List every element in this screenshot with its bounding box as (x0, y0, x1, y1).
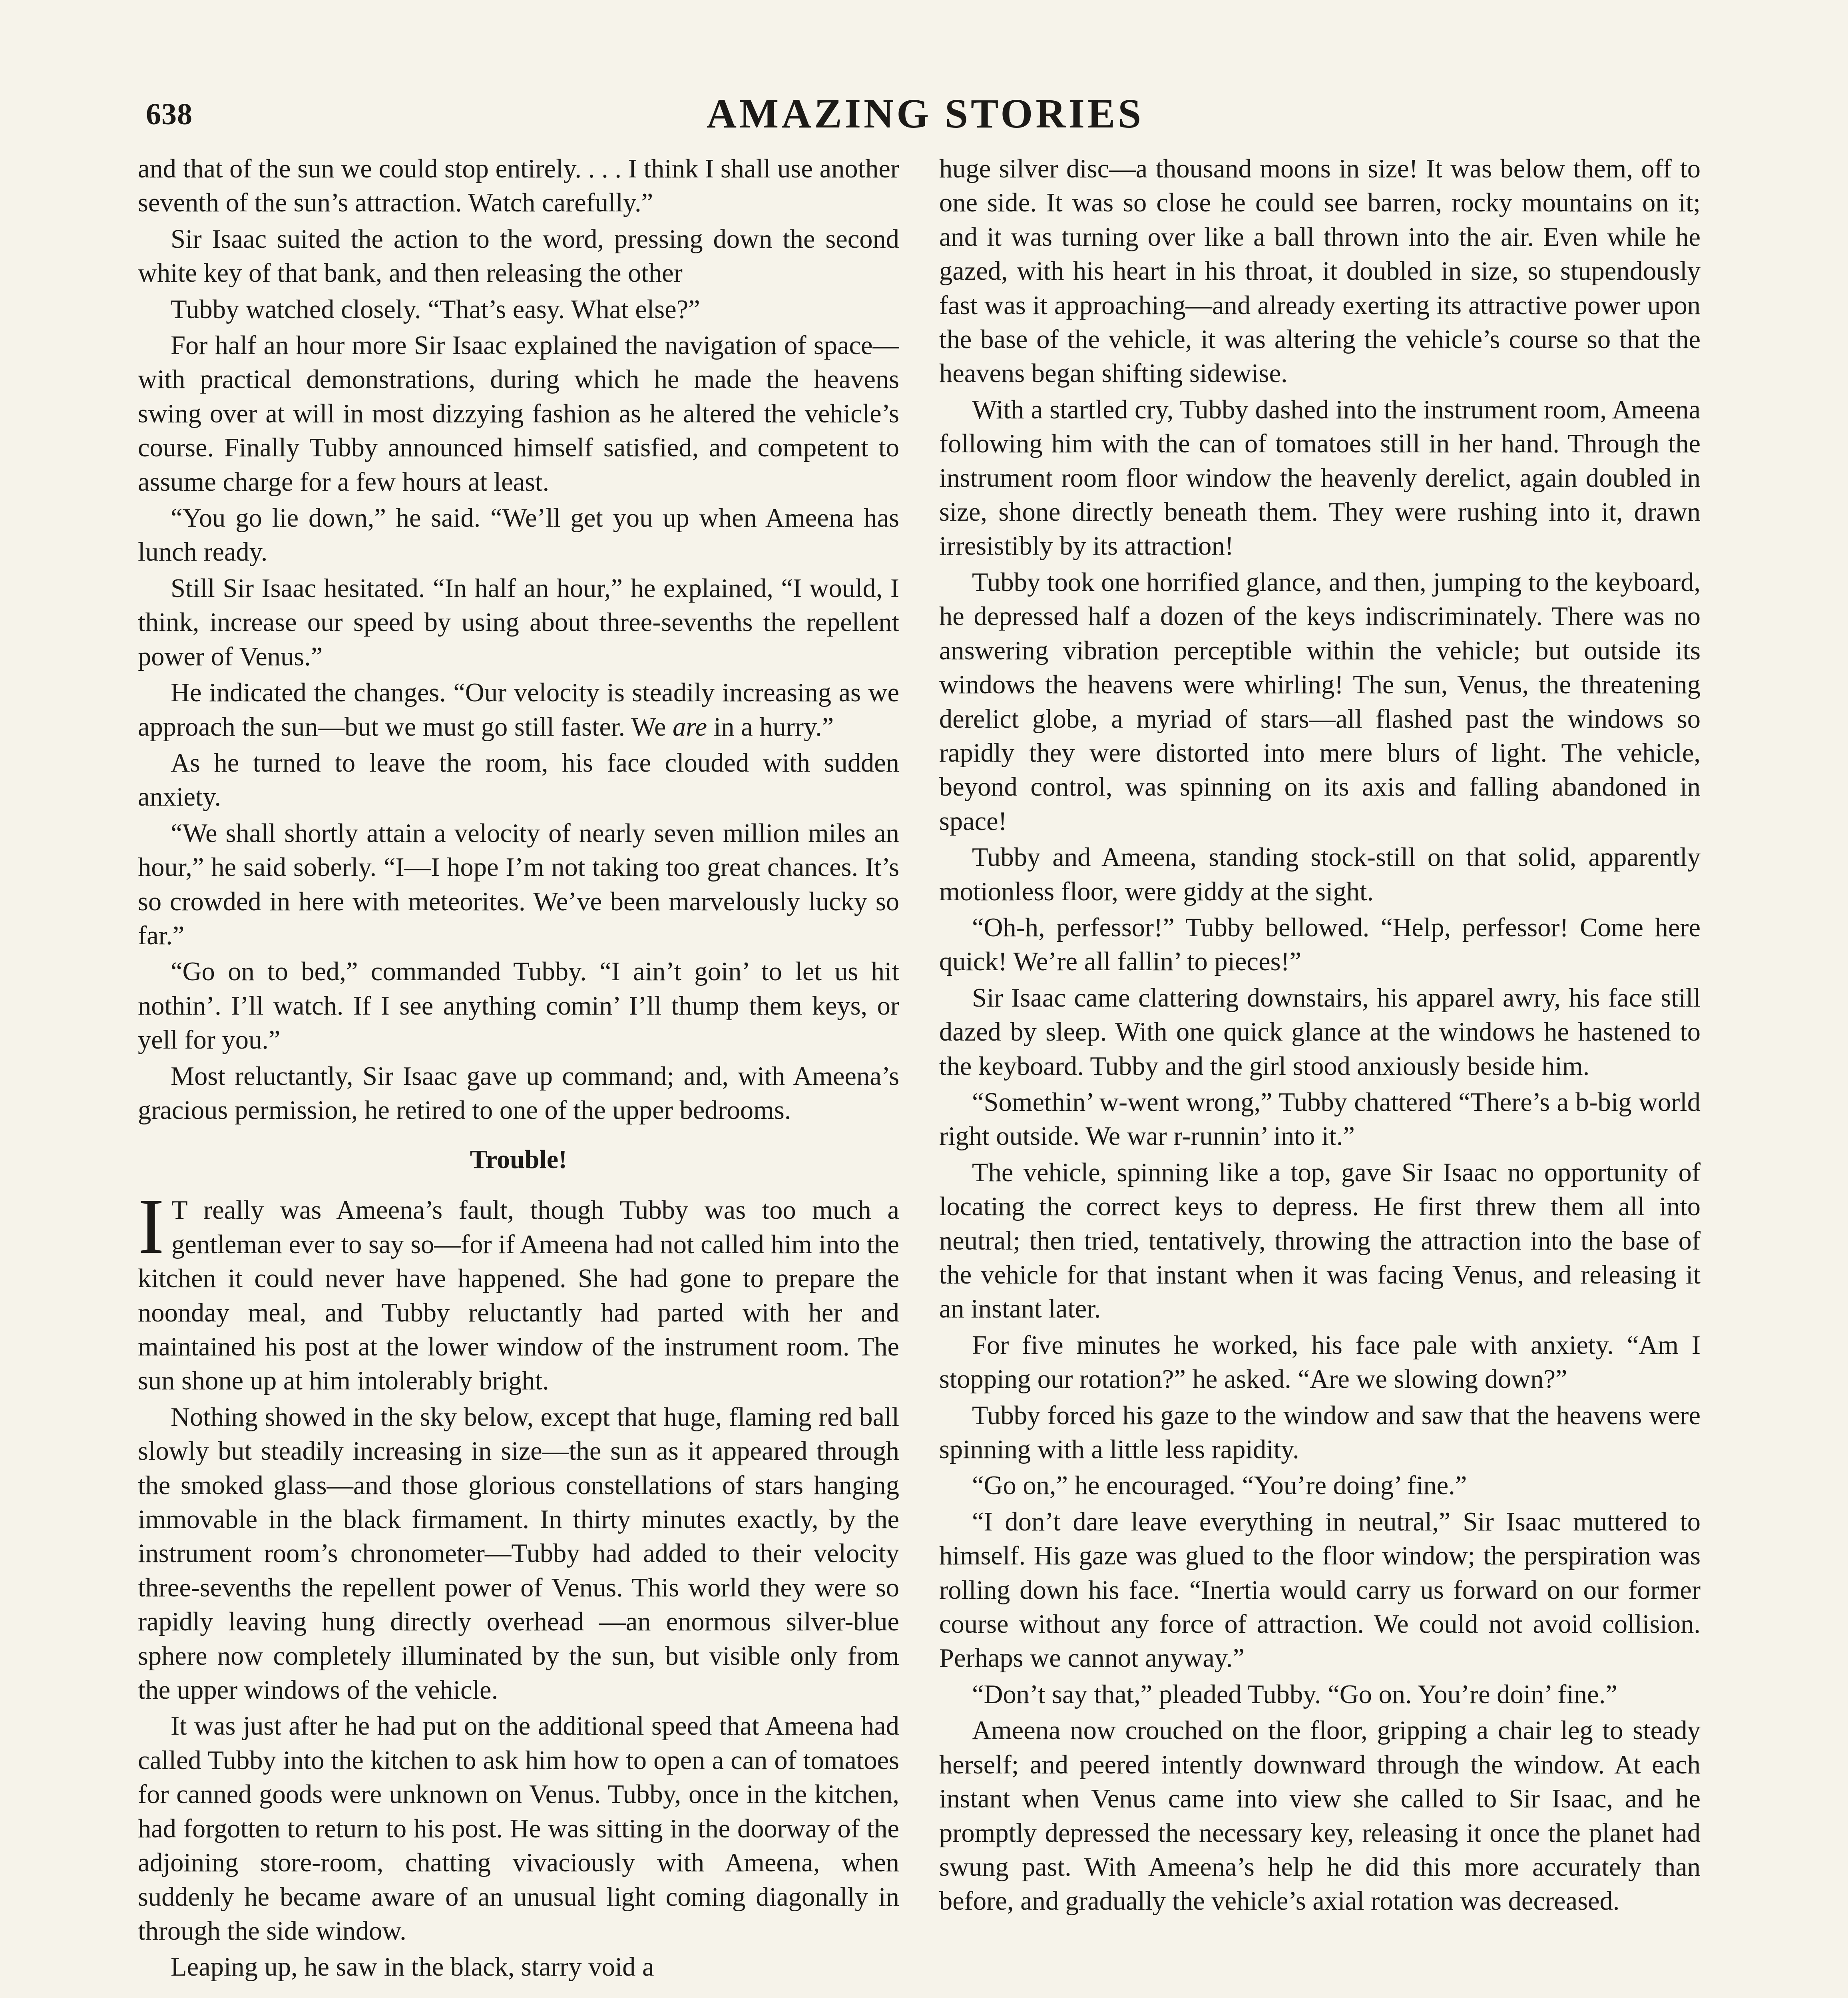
paragraph: “I don’t dare leave everything in neutral,” Sir Isaac muttered to himself. His gaze was glued to the floor window; the perspiration was rolling down his face. “Inertia would carry us forward on our former course without any force of attraction. We could not avoid collision. Perhaps we cannot anyway.” (939, 1507, 1701, 1673)
magazine-title: AMAZING STORIES (706, 91, 1144, 137)
text-run: He indicated the changes. “Our velocity is steadily increasing as we approach the sun—but we must go still faster. We (138, 678, 899, 742)
paragraph: Most reluctantly, Sir Isaac gave up command; and, with Ameena’s gracious permission, he retired to one of the upper bedrooms. (138, 1061, 899, 1125)
paragraph: Tubby forced his gaze to the window and saw that the heavens were spinning with a little less rapidity. (939, 1401, 1701, 1465)
paragraph: Still Sir Isaac hesitated. “In half an hour,” he explained, “I would, I think, increase our speed by using about three-sevenths the repellent power of Venus.” (138, 573, 899, 671)
paragraph: “Don’t say that,” pleaded Tubby. “Go on. You’re doin’ fine.” (972, 1680, 1617, 1709)
paragraph: Tubby watched closely. “That’s easy. What else?” (171, 295, 700, 324)
text-run: T really was Ameena’s fault, though Tubby was too much a gentleman ever to say so—for if Ameena had not called him into the kitchen it could never have happened. She had gone to prepare the noonday meal, and Tubby reluctantly had parted with her and maintained his post at the lower window of the instrument room. The sun shone up at him intolerably bright. (138, 1196, 899, 1396)
text-run: in a hurry.” (707, 712, 834, 742)
paragraph: “Somethin’ w-went wrong,” Tubby chattered “There’s a b-big world right outside. We war r-runnin’ into it.” (939, 1087, 1701, 1151)
paragraph: Tubby and Ameena, standing stock-still on that solid, apparently motionless floor, were giddy at the sight. (939, 843, 1701, 906)
paragraph: “Go on,” he encouraged. “You’re doing’ fine.” (972, 1471, 1467, 1500)
paragraph: “Go on to bed,” commanded Tubby. “I ain’t goin’ to let us hit nothin’. I’ll watch. If I see anything comin’ I’ll thump them keys, or yell for you.” (138, 957, 899, 1055)
paragraph: With a startled cry, Tubby dashed into the instrument room, Ameena following him with the can of tomatoes still in her hand. Through the instrument room floor window the heavenly derelict, again doubled in size, shone directly beneath them. They were rushing into it, drawn irresistibly by its attraction! (939, 395, 1701, 561)
paragraph: For five minutes he worked, his face pale with anxiety. “Am I stopping our rotation?” he asked. “Are we slowing down?” (939, 1330, 1701, 1394)
left-column (138, 152, 899, 1998)
page-number: 638 (146, 98, 193, 131)
paragraph: Nothing showed in the sky below, except that huge, flaming red ball slowly but steadily increasing in size—the sun as it appeared through the smoked glass—and those glorious constellations of stars hanging immovable in the black firmament. In thirty minutes exactly, by the instrument room’s chronometer—Tubby had added to their velocity three-sevenths the repellent power of Venus. This world they were so rapidly leaving hung directly overhead —an enormous silver-blue sphere now completely illuminated by the sun, but visible only from the upper windows of the vehicle. (138, 1402, 899, 1705)
paragraph (138, 676, 899, 744)
paragraph: Leaping up, he saw in the black, starry void a (171, 1952, 654, 1982)
paragraph: huge silver disc—a thousand moons in size! It was below them, off to one side. It was so close he could see barren, rocky mountains on it; and it was turning over like a ball thrown into the air. Even while he gazed, with his heart in his throat, it doubled in size, so stupendously fast was it approaching—and already exerting its attractive power upon the base of the vehicle, it was altering the vehicle’s course so that the heavens began shifting sidewise. (939, 154, 1701, 388)
page-header (146, 90, 1705, 138)
section-heading: Trouble! (470, 1145, 568, 1174)
paragraph: “You go lie down,” he said. “We’ll get you up when Ameena has lunch ready. (138, 503, 899, 567)
paragraph: It was just after he had put on the additional speed that Ameena had called Tubby into the kitchen to ask him how to open a can of tomatoes for canned goods were unknown on Venus. Tubby, once in the kitchen, had forgotten to return to his post. He was sitting in the doorway of the adjoining store-room, chatting vivaciously with Ameena, when suddenly he became aware of an unusual light coming diagonally in through the side window. (138, 1711, 899, 1946)
paragraph: “We shall shortly attain a velocity of nearly seven million miles an hour,” he said soberly. “I—I hope I’m not taking too great chances. It’s so crowded in here with meteorites. We’ve been marvelously lucky so far.” (138, 818, 899, 950)
paragraph: “Oh-h, perfessor!” Tubby bellowed. “Help, perfessor! Come here quick! We’re all fallin’ to pieces!” (939, 913, 1701, 977)
paragraph: For half an hour more Sir Isaac explained the navigation of space—with practical demonstrations, during which he made the heavens swing over at will in most dizzying fashion as he altered the vehicle’s course. Finally Tubby announced himself satisfied, and competent to assume charge for a few hours at least. (138, 331, 899, 497)
paragraph: The vehicle, spinning like a top, gave Sir Isaac no opportunity of locating the correct keys to depress. He first threw them all into neutral; then tried, tentatively, throwing the attraction into the base of the vehicle for that instant when it was facing Venus, and releasing it an instant later. (939, 1158, 1701, 1324)
paragraph: Sir Isaac suited the action to the word, pressing down the second white key of that bank, and then releasing the other (138, 224, 899, 288)
paragraph: Sir Isaac came clattering downstairs, his apparel awry, his face still dazed by sleep. With one quick glance at the windows he hastened to the keyboard. Tubby and the girl stood anxiously beside him. (939, 983, 1701, 1081)
paragraph: Tubby took one horrified glance, and then, jumping to the keyboard, he depressed half a dozen of the keys indiscriminately. There was no answering vibration perceptible within the vehicle; but outside its windows the heavens were whirling! The sun, Venus, the threatening derelict globe, a myriad of stars—all flashed past the windows so rapidly they were distorted into mere blurs of light. The vehicle, beyond control, was spinning on its axis and falling abandoned in space! (939, 567, 1701, 836)
paragraph: Ameena now crouched on the floor, gripping a chair leg to steady herself; and peered intently downward through the window. At each instant when Venus came into view she called to Sir Isaac, and he promptly depressed the necessary key, releasing it once the planet had swung past. With Ameena’s help he did this more accurately than before, and gradually the vehicle’s axial rotation was decreased. (939, 1716, 1701, 1916)
emphasis-text: are (672, 712, 707, 742)
paragraph: As he turned to leave the room, his face clouded with sudden anxiety. (138, 748, 899, 812)
right-column (939, 152, 1701, 1998)
paragraph (138, 1182, 899, 1398)
paragraph: and that of the sun we could stop entirely. . . . I think I shall use another seventh of the sun’s attraction. Watch carefully.” (138, 154, 899, 218)
drop-cap: I (138, 1182, 164, 1270)
